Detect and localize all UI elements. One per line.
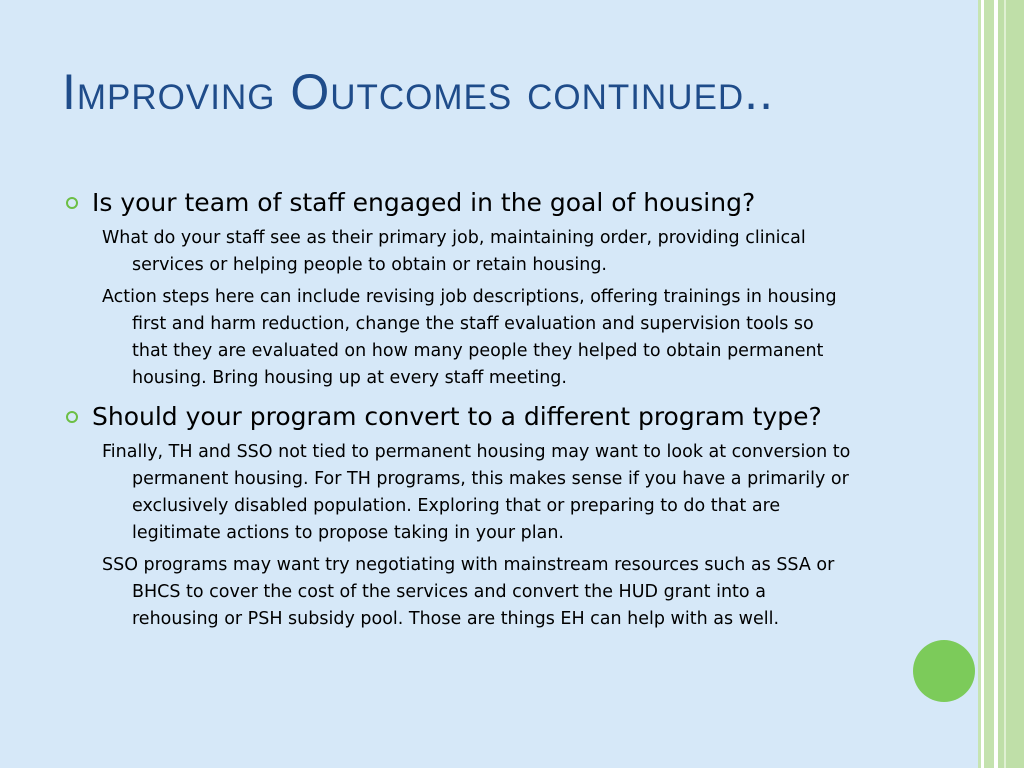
sub-bullet: Finally, TH and SSO not tied to permanent housing may want to look at conversion to permanent housing. For TH programs, this makes sense if you have a primarily or exclusively disabled population. Exploring that or preparing to do that are legitimate actions to propose taking in your plan. — [102, 442, 851, 543]
decorative-stripe — [998, 0, 1024, 768]
slide-title: Improving Outcomes continued.. — [62, 64, 774, 120]
bullet-heading — [64, 400, 854, 434]
green-circle-icon — [913, 640, 975, 702]
slide-body — [64, 186, 854, 633]
sub-bullet: SSO programs may want try negotiating with mainstream resources such as SSA or BHCS to cover the cost of the services and convert the HUD grant into a rehousing or PSH subsidy pool. Those are things EH can help with as well. — [102, 555, 835, 629]
decorative-stripe — [1004, 0, 1006, 768]
bullet-heading-text: Is your team of staff engaged in the goal of housing? — [92, 188, 756, 217]
sub-bullet: What do your staff see as their primary job, maintaining order, providing clinical services or helping people to obtain or retain housing. — [102, 228, 806, 275]
bullet-heading-text: Should your program convert to a different program type? — [92, 402, 822, 431]
bullet-heading — [64, 186, 854, 220]
decorative-stripe — [984, 0, 994, 768]
sub-bullet: Action steps here can include revising job descriptions, offering trainings in housing first and harm reduction, change the staff evaluation and supervision tools so that they are evaluated on how many people they helped to obtain permanent housing. Bring housing up at every staff meeting. — [102, 287, 837, 388]
hollow-circle-bullet-icon — [66, 411, 78, 423]
hollow-circle-bullet-icon — [66, 197, 78, 209]
